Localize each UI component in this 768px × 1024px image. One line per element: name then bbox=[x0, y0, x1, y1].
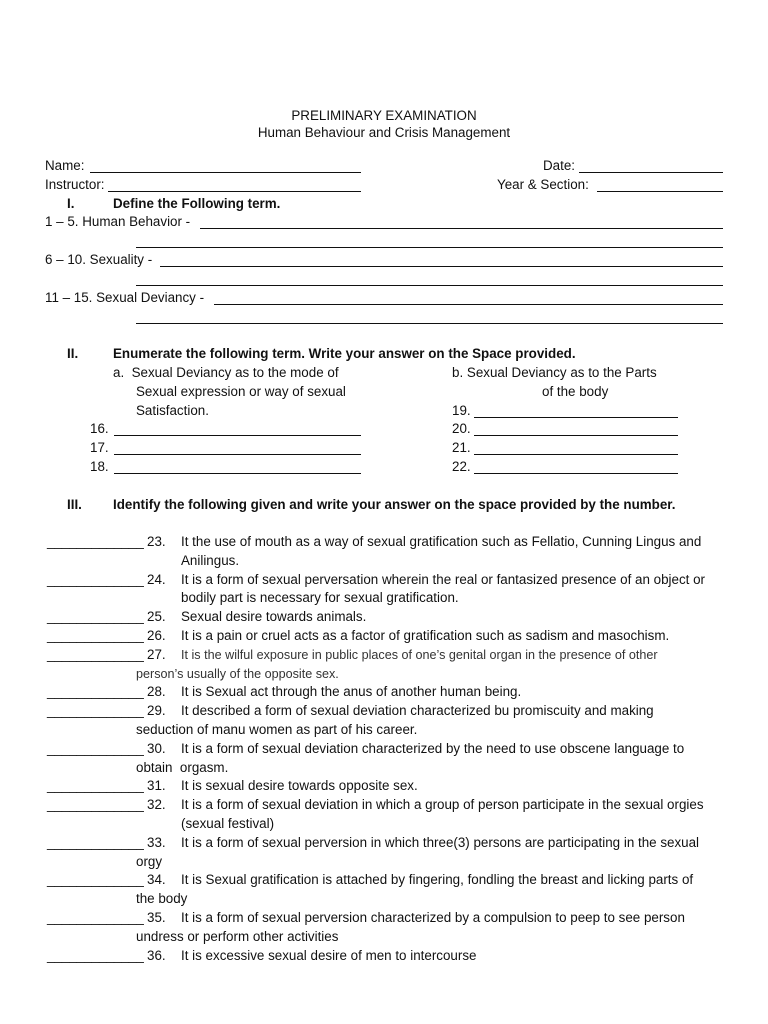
answer-blank[interactable] bbox=[474, 454, 678, 455]
question-text-continued: person’s usually of the opposite sex. bbox=[136, 666, 339, 681]
question-text-continued: obtain orgasm. bbox=[136, 759, 229, 775]
part1-item-3-blank[interactable] bbox=[214, 304, 723, 305]
part2-numeral: II. bbox=[67, 346, 79, 361]
name-blank[interactable] bbox=[90, 172, 361, 173]
question-number: 32. bbox=[147, 797, 166, 813]
answer-blank[interactable] bbox=[474, 417, 678, 418]
question-number: 31. bbox=[147, 778, 166, 794]
question-number: 33. bbox=[147, 834, 166, 850]
answer-blank[interactable]: _____________ bbox=[47, 947, 144, 963]
instructor-blank[interactable] bbox=[108, 191, 361, 192]
question-number: 36. bbox=[147, 947, 166, 963]
answer-number: 21. bbox=[452, 440, 471, 455]
part1-item-3-blank-2[interactable] bbox=[136, 323, 723, 324]
answer-blank[interactable]: _____________ bbox=[47, 910, 144, 925]
part1-item-2-blank-2[interactable] bbox=[136, 285, 723, 286]
part2-heading: Enumerate the following term. Write your answer on the Space provided. bbox=[113, 346, 576, 361]
year-section-blank[interactable] bbox=[597, 191, 723, 192]
question-number: 34. bbox=[147, 872, 166, 888]
question-text-continued: (sexual festival) bbox=[181, 816, 275, 831]
question-text: It described a form of sexual deviation characterized bu promiscuity and making bbox=[181, 703, 654, 719]
answer-blank[interactable]: _____________ bbox=[47, 628, 144, 643]
question-text: It is a form of sexual perversion in which three(3) persons are participating in the sexual bbox=[181, 834, 700, 850]
part1-item-3: 11 – 15. Sexual Deviancy - bbox=[45, 290, 205, 305]
answer-blank[interactable]: _____________ bbox=[47, 778, 144, 794]
question-text: It is excessive sexual desire of men to intercourse bbox=[181, 947, 477, 963]
question-text-continued: orgy bbox=[136, 853, 163, 869]
question-text: It is sexual desire towards opposite sex. bbox=[181, 778, 418, 794]
part2-col-a-line-1: a. Sexual Deviancy as to the mode of bbox=[113, 365, 339, 380]
question-text: Sexual desire towards animals. bbox=[181, 609, 367, 625]
year-section-label: Year & Section: bbox=[497, 177, 589, 192]
part2-col-b-line-2: of the body bbox=[542, 384, 609, 399]
answer-blank[interactable]: _____________ bbox=[47, 703, 144, 719]
part2-col-a-line-2: Sexual expression or way of sexual bbox=[136, 384, 346, 399]
answer-blank[interactable] bbox=[474, 435, 678, 436]
answer-blank[interactable] bbox=[114, 473, 361, 474]
exam-subtitle: Human Behaviour and Crisis Management bbox=[257, 125, 511, 140]
question-number: 27. bbox=[147, 646, 166, 662]
question-number: 35. bbox=[147, 910, 166, 925]
question-text-continued: undress or perform other activities bbox=[136, 928, 339, 944]
question-number: 26. bbox=[147, 628, 166, 643]
answer-blank[interactable]: _____________ bbox=[47, 571, 144, 587]
answer-number: 18. bbox=[90, 459, 109, 474]
question-text: It is a form of sexual perversation wherein the real or fantasized presence of an object or bbox=[181, 571, 706, 587]
answer-blank[interactable]: _____________ bbox=[47, 872, 144, 888]
answer-blank[interactable]: _____________ bbox=[47, 797, 144, 813]
part1-item-2-blank[interactable] bbox=[160, 266, 723, 267]
question-text-continued: the body bbox=[136, 891, 188, 907]
question-text: It is the wilful exposure in public places of one’s genital organ in the presence of other bbox=[181, 647, 658, 662]
question-text: It is a form of sexual deviation characterized by the need to use obscene language to bbox=[181, 740, 685, 756]
part3-numeral: III. bbox=[67, 497, 82, 512]
part1-numeral: I. bbox=[67, 196, 75, 211]
question-text: It the use of mouth as a way of sexual gratification such as Fellatio, Cunning Lingus and bbox=[181, 534, 702, 549]
answer-blank[interactable] bbox=[114, 435, 361, 436]
answer-blank[interactable]: _____________ bbox=[47, 684, 144, 700]
question-text: It is a pain or cruel acts as a factor of gratification such as sadism and masochism. bbox=[181, 628, 670, 643]
part3-heading: Identify the following given and write your answer on the space provided by the number. bbox=[113, 497, 676, 512]
answer-number: 16. bbox=[90, 421, 109, 436]
date-blank[interactable] bbox=[579, 172, 723, 173]
question-text: It is a form of sexual deviation in which a group of person participate in the sexual orgies bbox=[181, 797, 704, 813]
answer-number: 17. bbox=[90, 440, 109, 455]
question-text-continued: bodily part is necessary for sexual gratification. bbox=[181, 590, 459, 606]
question-number: 29. bbox=[147, 703, 166, 719]
answer-blank[interactable]: _____________ bbox=[47, 740, 144, 756]
part1-item-2: 6 – 10. Sexuality - bbox=[45, 252, 153, 267]
answer-blank[interactable] bbox=[114, 454, 361, 455]
question-number: 23. bbox=[147, 534, 166, 549]
part1-item-1: 1 – 5. Human Behavior - bbox=[45, 214, 191, 229]
answer-blank[interactable]: _____________ bbox=[47, 609, 144, 625]
answer-blank[interactable]: _____________ bbox=[47, 834, 144, 850]
answer-blank[interactable]: _____________ bbox=[47, 534, 144, 549]
question-number: 25. bbox=[147, 609, 166, 625]
part1-item-1-blank[interactable] bbox=[200, 228, 723, 229]
question-text-continued: seduction of manu women as part of his career. bbox=[136, 722, 418, 737]
date-label: Date: bbox=[543, 158, 576, 173]
answer-blank[interactable]: _____________ bbox=[47, 646, 144, 662]
answer-number: 22. bbox=[452, 459, 471, 474]
question-text-continued: Anilingus. bbox=[181, 552, 240, 568]
exam-title: PRELIMINARY EXAMINATION bbox=[291, 108, 477, 123]
name-label: Name: bbox=[45, 158, 85, 173]
question-text: It is Sexual act through the anus of another human being. bbox=[181, 684, 522, 700]
part1-heading: Define the Following term. bbox=[113, 196, 281, 211]
question-number: 28. bbox=[147, 684, 166, 700]
question-number: 24. bbox=[147, 571, 166, 587]
part2-col-a-line-3: Satisfaction. bbox=[136, 403, 209, 418]
part2-col-b-line-1: b. Sexual Deviancy as to the Parts bbox=[452, 365, 657, 380]
answer-number: 19. bbox=[452, 403, 471, 418]
question-number: 30. bbox=[147, 740, 166, 756]
answer-blank[interactable] bbox=[474, 473, 678, 474]
part1-item-1-blank-2[interactable] bbox=[136, 247, 723, 248]
question-text: It is Sexual gratification is attached by fingering, fondling the breast and licking parts of bbox=[181, 872, 694, 888]
instructor-label: Instructor: bbox=[45, 177, 105, 192]
answer-number: 20. bbox=[452, 421, 471, 436]
question-text: It is a form of sexual perversion characterized by a compulsion to peep to see person bbox=[181, 910, 685, 925]
